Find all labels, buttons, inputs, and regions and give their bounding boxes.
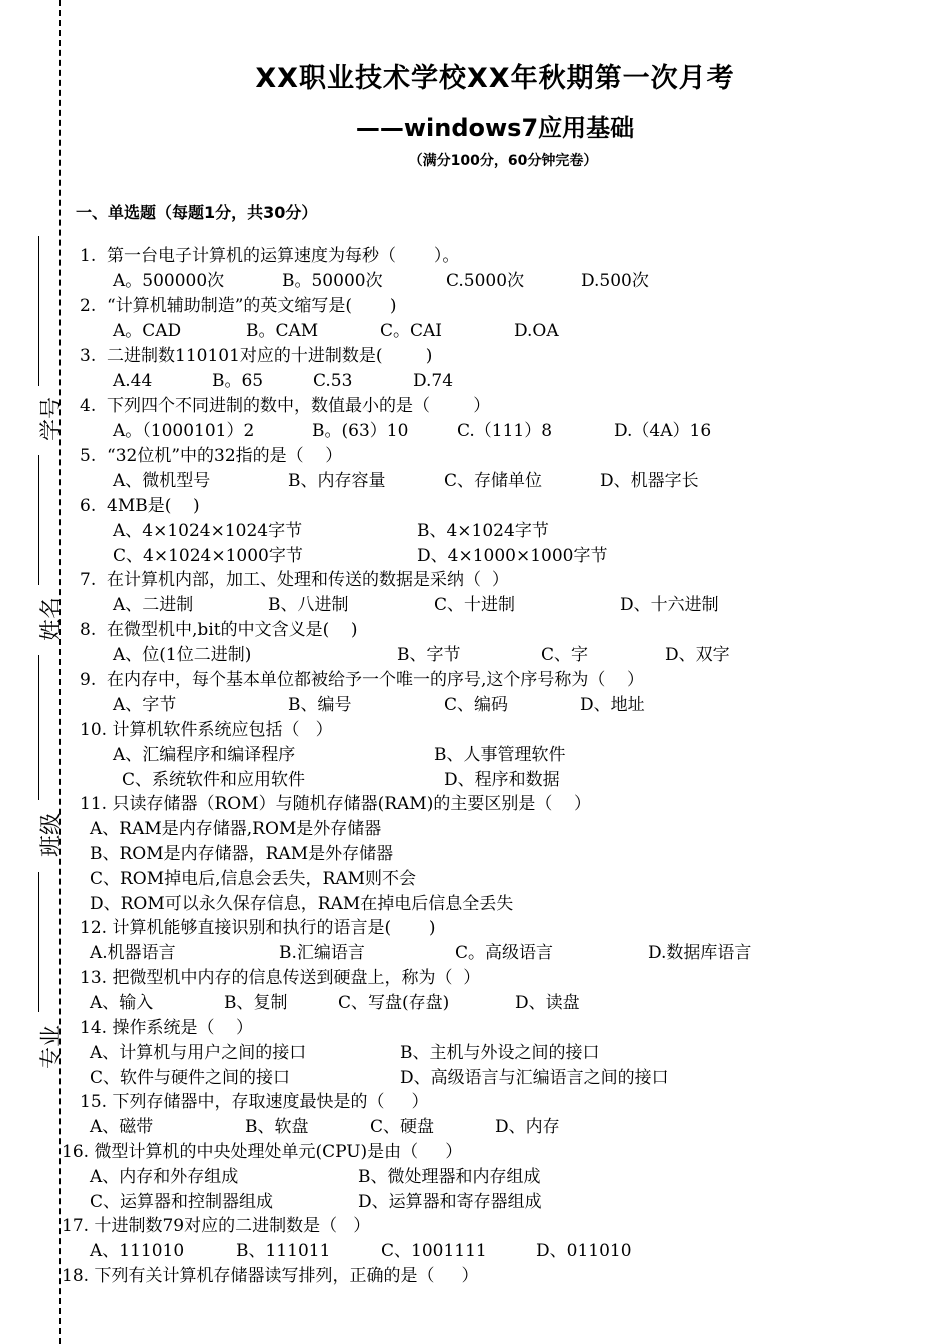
question-option: C。CAI [380, 321, 443, 341]
question-option: A、111010 [90, 1241, 185, 1261]
question-option: D、双字 [665, 645, 730, 665]
question-option: B、编号 [288, 695, 352, 715]
question-option: D、机器字长 [600, 471, 699, 491]
question-option: D、高级语言与汇编语言之间的接口 [400, 1068, 669, 1088]
question-option: B、软盘 [245, 1117, 309, 1137]
question-stem: 7. 在计算机内部，加工、处理和传送的数据是采纳（ ） [80, 570, 509, 590]
question-option: A。（1000101）2 [113, 421, 255, 441]
question-option: C.（111）8 [457, 421, 553, 441]
question-option: C、运算器和控制器组成 [90, 1192, 274, 1212]
question-option: A、输入 [90, 993, 154, 1013]
question-option: C、硬盘 [370, 1117, 435, 1137]
question-option: D、ROM可以永久保存信息，RAM在掉电后信息全丢失 [90, 894, 514, 914]
question-option: C、字 [541, 645, 589, 665]
question-option: A、计算机与用户之间的接口 [90, 1043, 307, 1063]
question-option: D、地址 [580, 695, 645, 715]
question-option: B、复制 [224, 993, 288, 1013]
question-option: A、汇编程序和编译程序 [113, 745, 296, 765]
question-option: B、人事管理软件 [434, 745, 566, 765]
question-stem: 11. 只读存储器（ROM）与随机存储器(RAM)的主要区别是（ ） [80, 794, 591, 814]
question-option: D、011010 [536, 1241, 632, 1261]
question-option: A、磁带 [90, 1117, 154, 1137]
question-stem: 13. 把微型机中内存的信息传送到硬盘上，称为（ ） [80, 968, 481, 988]
question-option: C。高级语言 [455, 943, 554, 963]
exam-note: （满分100分，60分钟完卷） [408, 153, 598, 169]
question-stem: 8. 在微型机中,bit的中文含义是( ) [80, 620, 358, 640]
binding-label-name: 姓名 [39, 597, 64, 642]
question-option: C、ROM掉电后,信息会丢失，RAM则不会 [90, 869, 417, 889]
question-stem: 10. 计算机软件系统应包括（ ） [80, 720, 333, 740]
question-option: D、4×1000×1000字节 [417, 546, 608, 566]
question-option: D.（4A）16 [614, 421, 712, 441]
question-stem: 4. 下列四个不同进制的数中，数值最小的是（ ） [80, 396, 491, 416]
question-option: B、111011 [236, 1241, 331, 1261]
question-option: D.数据库语言 [648, 943, 752, 963]
question-option: A.机器语言 [90, 943, 176, 963]
binding-label-student-id: 学号 [39, 397, 64, 442]
question-option: D、十六进制 [620, 595, 719, 615]
question-option: A、RAM是内存储器,ROM是外存储器 [90, 819, 382, 839]
question-option: B。65 [212, 371, 264, 391]
question-option: B。(63）10 [312, 421, 409, 441]
question-option: C、4×1024×1000字节 [113, 546, 303, 566]
question-option: A.44 [113, 371, 153, 391]
question-option: A。CAD [113, 321, 182, 341]
binding-label-class: 班级 [39, 813, 64, 858]
binding-dashed-line [59, 0, 61, 1344]
question-option: B、八进制 [268, 595, 349, 615]
question-stem: 3. 二进制数110101对应的十进制数是( ) [80, 346, 433, 366]
question-option: D、读盘 [515, 993, 580, 1013]
question-option: B、内存容量 [288, 471, 386, 491]
question-option: D.500次 [581, 271, 649, 291]
question-option: A、微机型号 [113, 471, 211, 491]
question-option: C、存储单位 [444, 471, 543, 491]
question-option: C、系统软件和应用软件 [122, 770, 306, 790]
question-option: C.53 [313, 371, 353, 391]
question-option: A、字节 [113, 695, 177, 715]
question-option: B、字节 [397, 645, 461, 665]
question-stem: 9. 在内存中，每个基本单位都被给予一个唯一的序号,这个序号称为（ ） [80, 670, 645, 690]
question-option: B、主机与外设之间的接口 [400, 1043, 600, 1063]
question-option: B、ROM是内存储器，RAM是外存储器 [90, 844, 394, 864]
binding-underline [38, 455, 39, 585]
question-stem: 18. 下列有关计算机存储器读写排列，正确的是（ ） [62, 1266, 479, 1286]
binding-label-major: 专业 [39, 1025, 64, 1070]
question-option: D、运算器和寄存器组成 [358, 1192, 542, 1212]
question-stem: 15. 下列存储器中，存取速度最快是的（ ） [80, 1092, 429, 1112]
question-stem: 12. 计算机能够直接识别和执行的语言是( ) [80, 918, 436, 938]
binding-underline [38, 655, 39, 800]
question-stem: 14. 操作系统是（ ） [80, 1018, 254, 1038]
exam-title: XX职业技术学校XX年秋期第一次月考 [255, 63, 735, 94]
exam-subtitle: ——windows7应用基础 [355, 114, 635, 142]
question-option: B.汇编语言 [279, 943, 365, 963]
question-option: B。50000次 [282, 271, 383, 291]
question-option: D、程序和数据 [444, 770, 560, 790]
binding-underline [38, 236, 39, 386]
question-option: D.OA [514, 321, 559, 341]
question-option: A、内存和外存组成 [90, 1167, 239, 1187]
question-option: D.74 [413, 371, 454, 391]
question-option: B、微处理器和内存组成 [358, 1167, 541, 1187]
question-option: B、4×1024字节 [417, 521, 549, 541]
section-heading: 一、单选题（每题1分，共30分） [76, 203, 318, 222]
question-option: D、内存 [495, 1117, 560, 1137]
question-option: C、1001111 [381, 1241, 487, 1261]
question-option: B。CAM [246, 321, 319, 341]
question-option: A、二进制 [113, 595, 194, 615]
question-stem: 2. “计算机辅助制造”的英文缩写是( ) [80, 296, 397, 316]
question-stem: 6. 4MB是( ) [80, 496, 200, 516]
question-stem: 5. “32位机”中的32指的是（ ） [80, 446, 343, 466]
question-option: C、十进制 [434, 595, 516, 615]
question-stem: 17. 十进制数79对应的二进制数是（ ） [62, 1216, 371, 1236]
question-stem: 16. 微型计算机的中央处理处单元(CPU)是由（ ） [62, 1142, 463, 1162]
question-option: A、位(1位二进制) [113, 645, 252, 665]
question-stem: 1. 第一台电子计算机的运算速度为每秒（ ）。 [80, 246, 460, 266]
question-option: C、编码 [444, 695, 509, 715]
question-option: C.5000次 [446, 271, 525, 291]
question-option: A、4×1024×1024字节 [113, 521, 303, 541]
question-option: C、写盘(存盘) [338, 993, 450, 1013]
question-option: C、软件与硬件之间的接口 [90, 1068, 291, 1088]
question-option: A。500000次 [113, 271, 225, 291]
binding-underline [38, 872, 39, 1012]
